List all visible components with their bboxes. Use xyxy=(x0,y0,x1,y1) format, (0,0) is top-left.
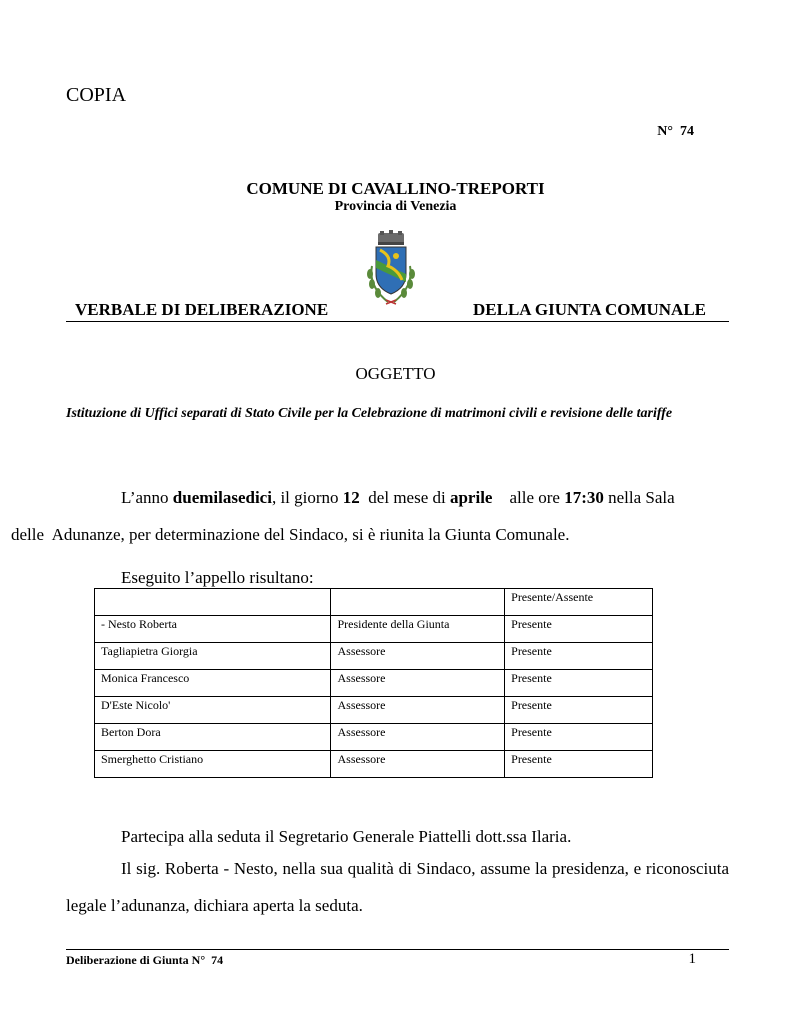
member-role: Assessore xyxy=(331,697,505,724)
member-role: Assessore xyxy=(331,751,505,778)
table-row xyxy=(95,670,653,697)
intro-text: alle ore xyxy=(492,488,565,507)
member-name: Smerghetto Cristiano xyxy=(95,751,331,778)
member-status: Presente xyxy=(505,751,653,778)
attendance-table xyxy=(94,588,653,778)
roll-call-label: Eseguito l’appello risultano: xyxy=(121,568,314,587)
intro-text: L’anno xyxy=(121,488,173,507)
title-right: DELLA GIUNTA COMUNALE xyxy=(473,300,706,319)
member-role: Presidente della Giunta xyxy=(331,616,505,643)
intro-paragraph xyxy=(11,479,729,553)
title-left: VERBALE DI DELIBERAZIONE xyxy=(75,300,329,319)
table-row xyxy=(95,616,653,643)
member-status: Presente xyxy=(505,643,653,670)
title-divider xyxy=(66,321,729,322)
member-status: Presente xyxy=(505,697,653,724)
member-status: Presente xyxy=(505,670,653,697)
member-status: Presente xyxy=(505,616,653,643)
year: duemilasedici xyxy=(172,488,272,507)
member-name: Monica Francesco xyxy=(95,670,331,697)
footer-text: Deliberazione di Giunta N° 74 xyxy=(66,953,224,967)
province-name: Provincia di Venezia xyxy=(334,199,457,214)
member-name: - Nesto Roberta xyxy=(95,616,331,643)
deliberation-number: N° 74 xyxy=(657,124,694,139)
table-header-row xyxy=(95,589,653,616)
table-row xyxy=(95,697,653,724)
subject-text: Istituzione di Uffici separati di Stato Civile per la Celebrazione di matrimoni civili e revisione delle tariffe xyxy=(66,406,673,421)
copy-label: COPIA xyxy=(66,84,127,106)
time: 17:30 xyxy=(564,488,604,507)
intro-line-2: delle Adunanze, per determinazione del Sindaco, si è riunita la Giunta Comunale. xyxy=(11,525,570,544)
page-number: 1 xyxy=(688,951,696,967)
table-row xyxy=(95,724,653,751)
member-role: Assessore xyxy=(331,724,505,751)
table-cell xyxy=(331,589,505,616)
member-role: Assessore xyxy=(331,670,505,697)
month: aprile xyxy=(449,488,493,507)
member-status: Presente xyxy=(505,724,653,751)
presidency-paragraph: Il sig. Roberta - Nesto, nella sua qualità di Sindaco, assume la presidenza, e riconosciuta legale l’adunanza, dichiara aperta la seduta. xyxy=(66,859,729,915)
member-name: D'Este Nicolo' xyxy=(95,697,331,724)
day: 12 xyxy=(342,488,360,507)
table-row xyxy=(95,751,653,778)
table-cell xyxy=(95,589,331,616)
secretary-paragraph: Partecipa alla seduta il Segretario Generale Piattelli dott.ssa Ilaria. xyxy=(121,827,572,846)
table-row xyxy=(95,643,653,670)
municipal-coat-of-arms-icon xyxy=(358,230,424,308)
intro-text: del mese di xyxy=(359,488,450,507)
intro-text: , il giorno xyxy=(271,488,343,507)
member-name: Tagliapietra Giorgia xyxy=(95,643,331,670)
municipality-name: COMUNE DI CAVALLINO-TREPORTI xyxy=(246,179,545,198)
intro-text: nella Sala xyxy=(603,488,675,507)
member-role: Assessore xyxy=(331,643,505,670)
table-cell: Presente/Assente xyxy=(505,589,653,616)
subject-label: OGGETTO xyxy=(355,364,436,383)
member-name: Berton Dora xyxy=(95,724,331,751)
footer-divider xyxy=(66,949,729,950)
